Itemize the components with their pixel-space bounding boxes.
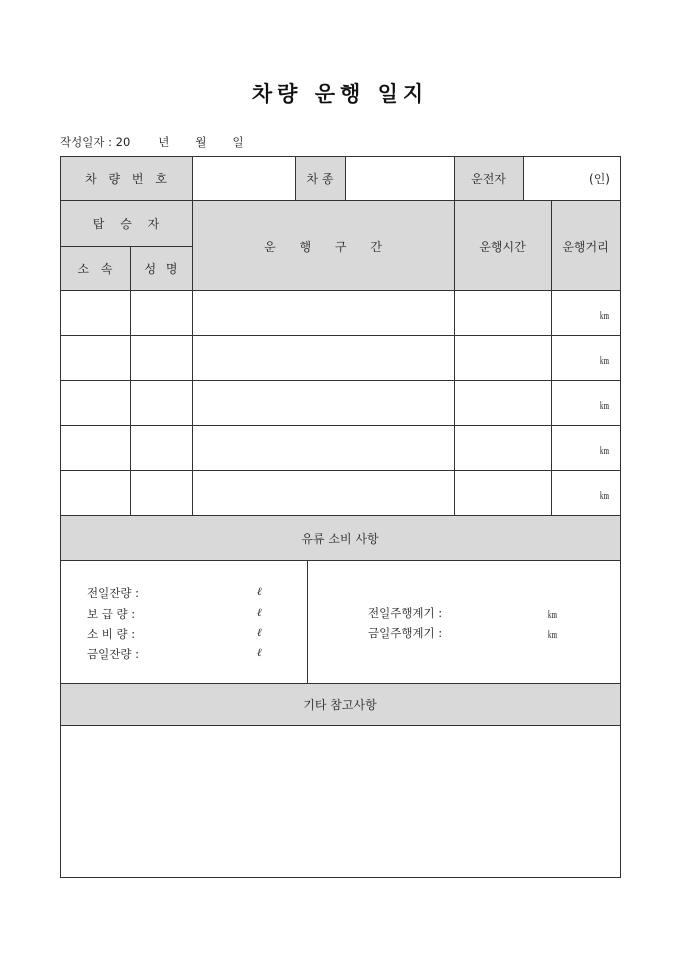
today-fuel-label: 금일잔량 : [87, 647, 139, 661]
drive-time-header: 운행시간 [479, 239, 526, 254]
prev-fuel-unit: ℓ [257, 585, 262, 598]
notes-heading: 기타 참고사항 [303, 698, 377, 712]
today-odometer-label: 금일주행계기 : [368, 626, 443, 640]
route-header: 운 행 구 간 [264, 239, 392, 254]
row-5-distance-unit: ㎞ [600, 492, 610, 502]
vehicle-type-label: 차 종 [306, 172, 334, 186]
row-1-distance-unit: ㎞ [600, 312, 610, 322]
prev-fuel-label: 전일잔량 : [87, 586, 139, 600]
row-4-distance-unit: ㎞ [600, 447, 610, 457]
refuel-label: 보 급 량 : [87, 607, 136, 621]
row-2-distance-unit: ㎞ [600, 357, 610, 367]
refuel-unit: ℓ [257, 606, 262, 619]
fuel-heading: 유류 소비 사항 [301, 532, 379, 546]
department-header: 소 속 [77, 262, 117, 276]
consumption-label: 소 비 량 : [87, 627, 136, 641]
notes-area[interactable] [61, 726, 619, 876]
name-header: 성 명 [144, 262, 181, 276]
row-3-distance-unit: ㎞ [600, 402, 610, 412]
date-day-label: 일 [232, 135, 244, 149]
today-fuel-unit: ℓ [257, 646, 262, 659]
today-odometer-unit: ㎞ [548, 631, 558, 641]
date-line [60, 134, 244, 150]
consumption-unit: ℓ [257, 626, 262, 639]
driver-label: 운전자 [471, 172, 506, 186]
distance-header: 운행거리 [562, 239, 609, 254]
seal-label: (인) [589, 172, 610, 186]
date-month-label: 월 [195, 135, 207, 149]
vehicle-number-field[interactable] [192, 157, 295, 200]
vehicle-number-label: 차 량 번 호 [85, 172, 171, 186]
passengers-header: 탑 승 자 [92, 217, 166, 231]
prev-odometer-unit: ㎞ [548, 611, 558, 621]
date-label: 작성일자 : 20 [60, 135, 131, 149]
vehicle-type-field[interactable] [345, 157, 454, 200]
page-title: 차량 운행 일지 [251, 81, 429, 106]
date-year-label: 년 [158, 135, 170, 149]
prev-odometer-label: 전일주행계기 : [368, 606, 443, 620]
